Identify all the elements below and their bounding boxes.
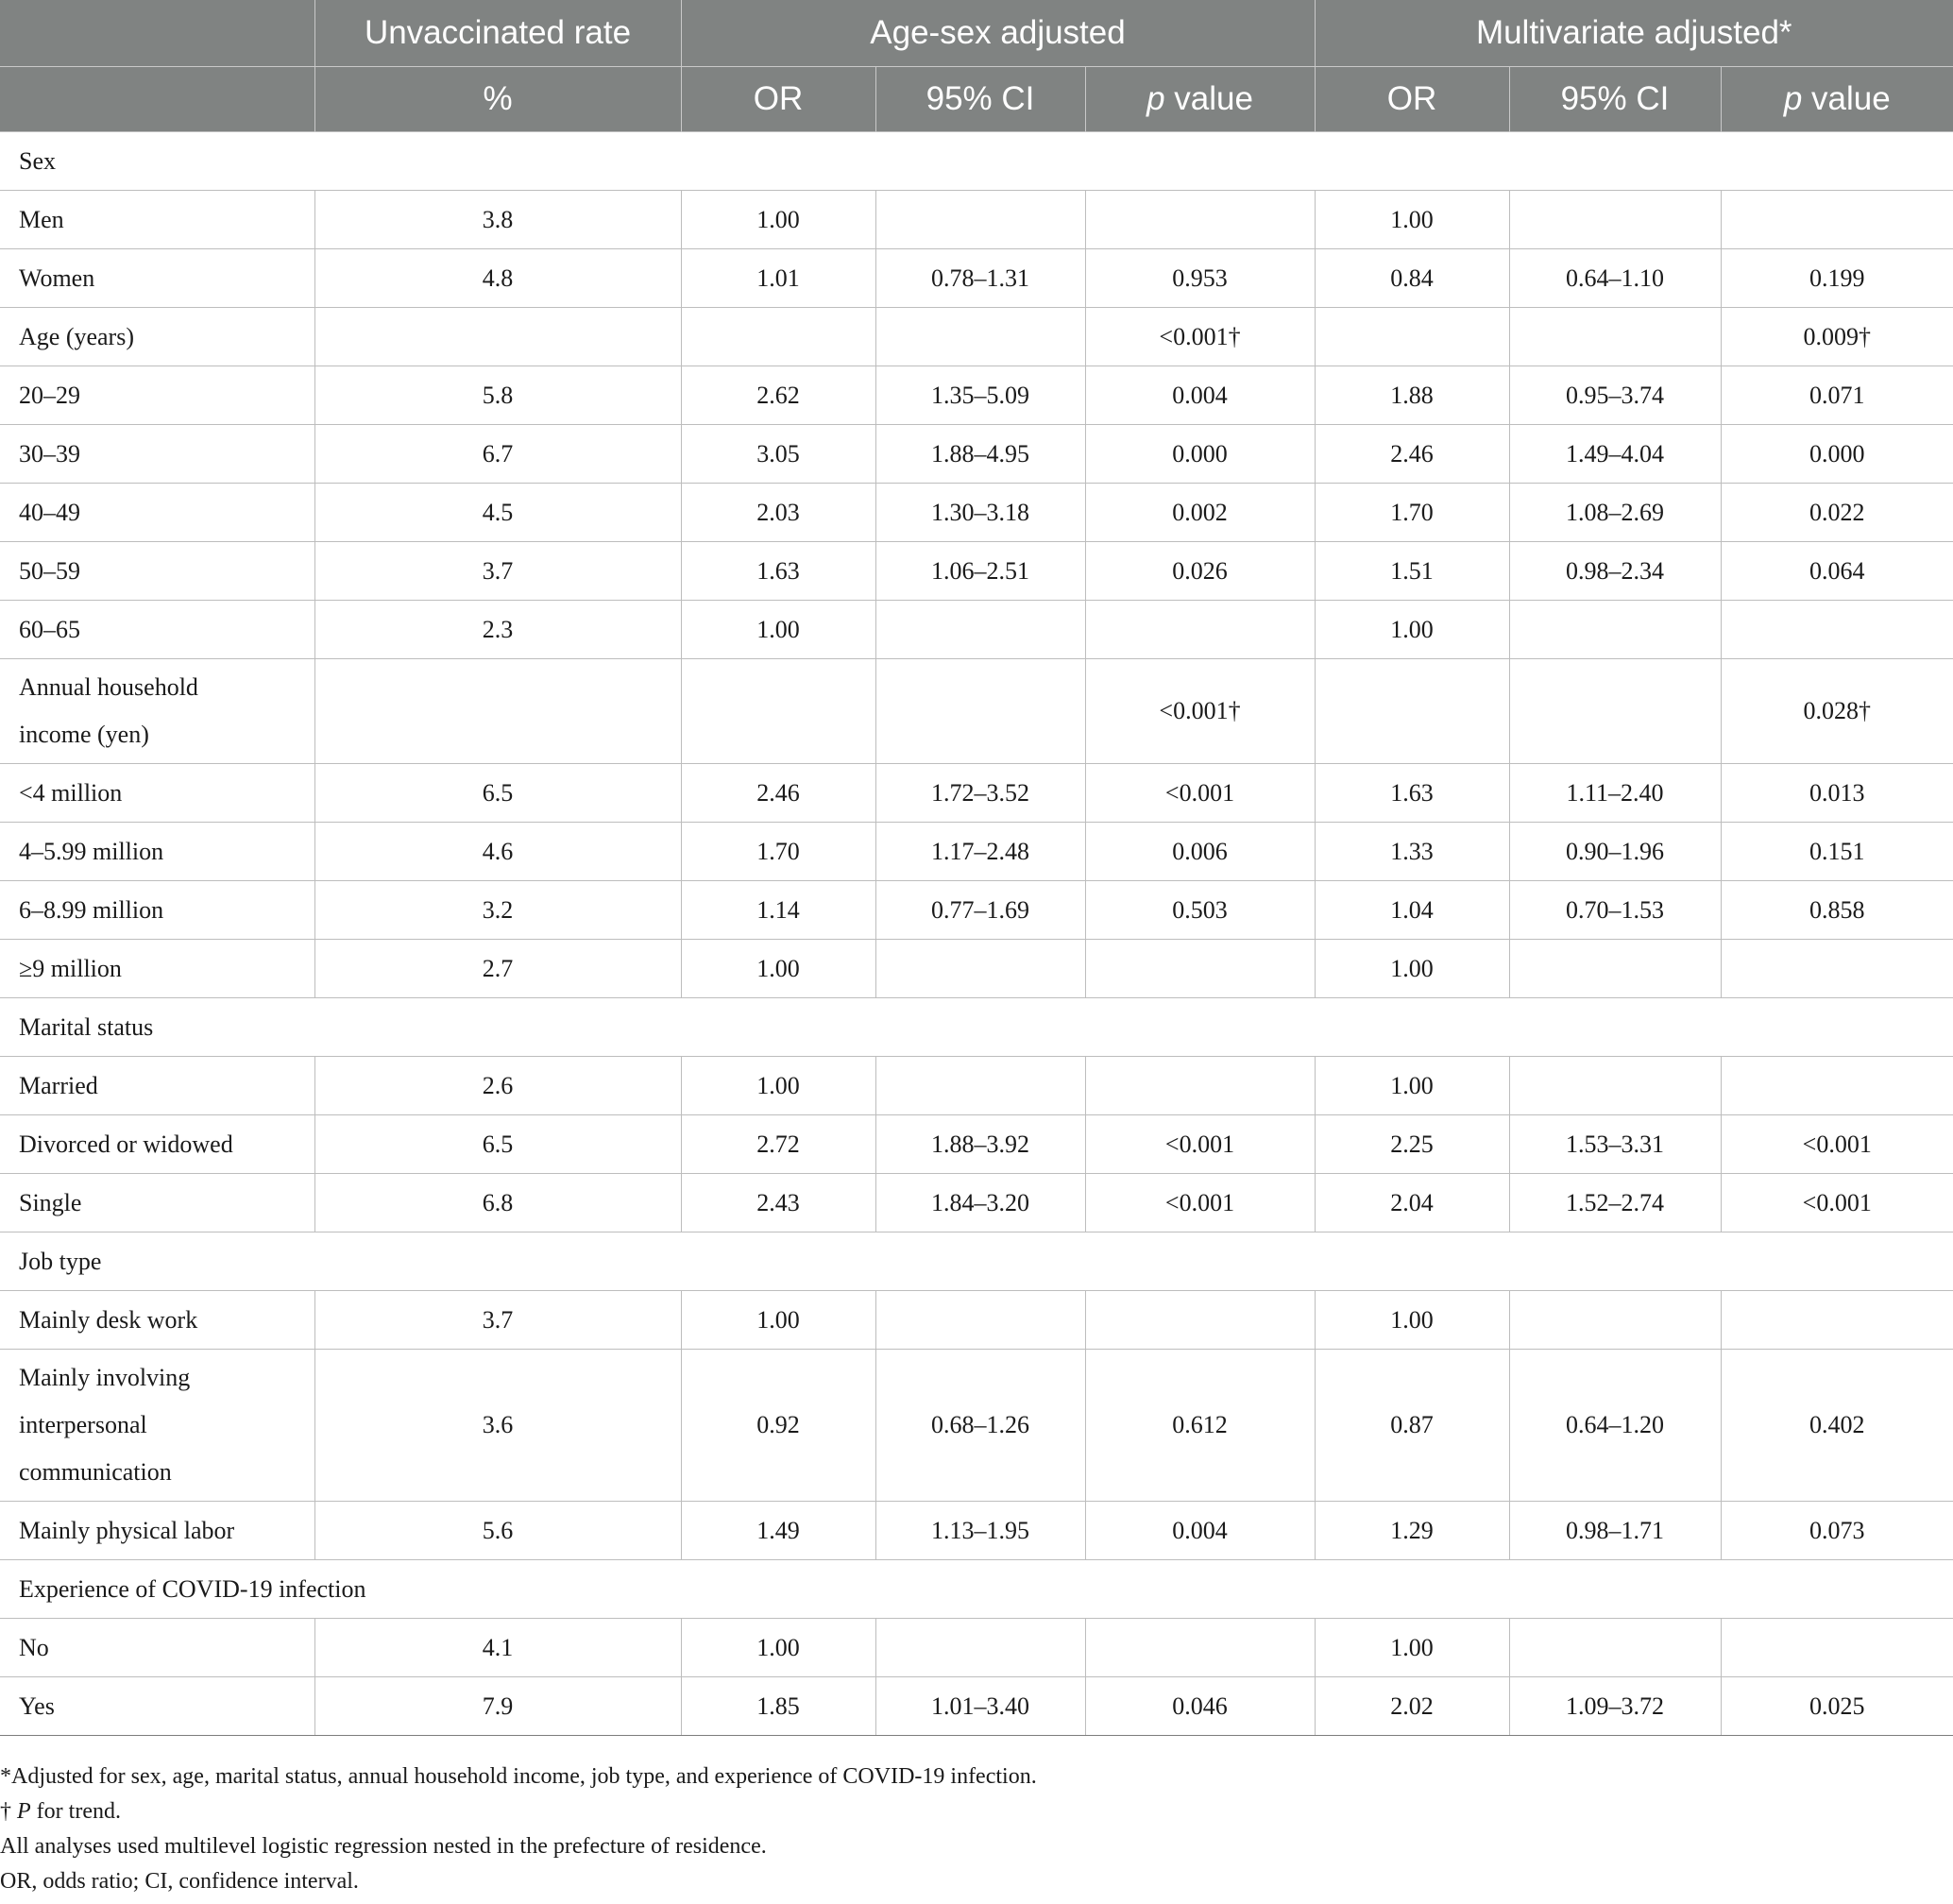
section-title: Job type	[0, 1232, 1953, 1291]
cell-ci-agesex: 1.72–3.52	[875, 764, 1085, 823]
table-row	[0, 823, 1953, 881]
table-row	[0, 1291, 1953, 1350]
cell-or-multivariate: 2.25	[1315, 1115, 1509, 1174]
cell-or-agesex: 0.92	[681, 1350, 875, 1502]
cell-p-multivariate	[1721, 601, 1953, 659]
cell-rate: 5.8	[314, 366, 681, 425]
cell-p-agesex: 0.503	[1085, 881, 1315, 940]
table-row	[0, 1677, 1953, 1736]
cell-p-multivariate: 0.000	[1721, 425, 1953, 484]
cell-or-multivariate: 1.70	[1315, 484, 1509, 542]
table-header	[0, 0, 1953, 132]
cell-p-agesex: 0.612	[1085, 1350, 1315, 1502]
row-label: 60–65	[0, 601, 314, 659]
cell-or-multivariate: 0.84	[1315, 249, 1509, 308]
table-row	[0, 249, 1953, 308]
cell-ci-multivariate: 0.70–1.53	[1509, 881, 1721, 940]
cell-ci-agesex	[875, 1619, 1085, 1677]
cell-ci-agesex: 1.35–5.09	[875, 366, 1085, 425]
cell-ci-multivariate	[1509, 191, 1721, 249]
table-body	[0, 132, 1953, 1736]
cell-rate: 2.3	[314, 601, 681, 659]
cell-or-multivariate: 1.51	[1315, 542, 1509, 601]
header-p-agesex	[1085, 67, 1315, 132]
cell-p-agesex: 0.006	[1085, 823, 1315, 881]
cell-ci-agesex	[875, 1291, 1085, 1350]
header-row-subcolumns	[0, 67, 1953, 132]
section-row-covid	[0, 1560, 1953, 1619]
cell-p-trend-agesex: <0.001†	[1085, 659, 1315, 764]
cell-p-agesex: 0.953	[1085, 249, 1315, 308]
cell-ci-multivariate: 0.64–1.10	[1509, 249, 1721, 308]
row-label: ≥9 million	[0, 940, 314, 998]
cell-rate: 3.7	[314, 1291, 681, 1350]
cell-ci-multivariate: 0.98–1.71	[1509, 1502, 1721, 1560]
cell-ci-agesex	[875, 191, 1085, 249]
cell-ci-agesex: 1.06–2.51	[875, 542, 1085, 601]
row-label: Men	[0, 191, 314, 249]
cell-ci-multivariate: 0.90–1.96	[1509, 823, 1721, 881]
cell-ci-multivariate	[1509, 1291, 1721, 1350]
cell-empty	[875, 659, 1085, 764]
cell-or-multivariate: 1.00	[1315, 1291, 1509, 1350]
cell-p-agesex	[1085, 1291, 1315, 1350]
section-row-marital	[0, 998, 1953, 1057]
cell-p-agesex	[1085, 940, 1315, 998]
footnote-method: All analyses used multilevel logistic regression nested in the prefecture of residence.	[0, 1834, 767, 1859]
row-label	[0, 1350, 314, 1502]
header-blank-sub	[0, 67, 314, 132]
row-label: 4–5.99 million	[0, 823, 314, 881]
cell-or-multivariate: 1.00	[1315, 1619, 1509, 1677]
cell-p-multivariate: 0.071	[1721, 366, 1953, 425]
cell-rate: 2.7	[314, 940, 681, 998]
header-ci-multivariate: 95% CI	[1509, 67, 1721, 132]
cell-rate: 3.6	[314, 1350, 681, 1502]
row-label: Divorced or widowed	[0, 1115, 314, 1174]
section-title: Age (years)	[0, 308, 314, 366]
cell-p-multivariate	[1721, 1291, 1953, 1350]
cell-or-agesex: 3.05	[681, 425, 875, 484]
cell-ci-agesex: 1.30–3.18	[875, 484, 1085, 542]
header-or-multivariate: OR	[1315, 67, 1509, 132]
cell-ci-agesex: 1.88–3.92	[875, 1115, 1085, 1174]
cell-empty	[314, 659, 681, 764]
cell-ci-agesex	[875, 940, 1085, 998]
cell-or-agesex: 1.63	[681, 542, 875, 601]
cell-empty	[1509, 659, 1721, 764]
p-rest: value	[1164, 80, 1253, 117]
section-row-job	[0, 1232, 1953, 1291]
cell-or-multivariate: 1.33	[1315, 823, 1509, 881]
cell-ci-agesex	[875, 601, 1085, 659]
cell-p-multivariate: <0.001	[1721, 1174, 1953, 1232]
row-label-line: Mainly involving	[19, 1364, 191, 1391]
cell-ci-agesex: 0.68–1.26	[875, 1350, 1085, 1502]
cell-empty	[875, 308, 1085, 366]
cell-ci-multivariate	[1509, 1057, 1721, 1115]
p-rest: value	[1802, 80, 1891, 117]
cell-or-multivariate: 1.88	[1315, 366, 1509, 425]
section-title: Experience of COVID-19 infection	[0, 1560, 1953, 1619]
cell-or-agesex: 1.85	[681, 1677, 875, 1736]
cell-or-agesex: 2.43	[681, 1174, 875, 1232]
cell-p-agesex	[1085, 191, 1315, 249]
cell-p-agesex	[1085, 1619, 1315, 1677]
cell-ci-agesex: 1.01–3.40	[875, 1677, 1085, 1736]
row-label-line: communication	[19, 1458, 172, 1486]
cell-rate: 6.5	[314, 764, 681, 823]
cell-empty	[314, 308, 681, 366]
row-label-line: interpersonal	[19, 1411, 147, 1438]
row-label: Single	[0, 1174, 314, 1232]
table-row	[0, 366, 1953, 425]
header-row-groups	[0, 0, 1953, 67]
cell-or-agesex: 2.62	[681, 366, 875, 425]
cell-empty	[1509, 308, 1721, 366]
cell-p-multivariate: <0.001	[1721, 1115, 1953, 1174]
section-row-sex	[0, 132, 1953, 191]
header-multivariate-adjusted: Multivariate adjusted*	[1315, 0, 1953, 67]
row-label: No	[0, 1619, 314, 1677]
cell-ci-multivariate: 1.08–2.69	[1509, 484, 1721, 542]
cell-p-trend-multivariate: 0.009†	[1721, 308, 1953, 366]
cell-p-trend-multivariate: 0.028†	[1721, 659, 1953, 764]
cell-ci-multivariate: 1.11–2.40	[1509, 764, 1721, 823]
row-label: Mainly physical labor	[0, 1502, 314, 1560]
section-title	[0, 659, 314, 764]
cell-p-agesex: <0.001	[1085, 1174, 1315, 1232]
row-label: Mainly desk work	[0, 1291, 314, 1350]
row-label: Women	[0, 249, 314, 308]
cell-p-multivariate: 0.402	[1721, 1350, 1953, 1502]
header-percent: %	[314, 67, 681, 132]
cell-empty	[681, 659, 875, 764]
table-row	[0, 764, 1953, 823]
header-age-sex-adjusted: Age-sex adjusted	[681, 0, 1315, 67]
table-row	[0, 1619, 1953, 1677]
cell-p-multivariate: 0.858	[1721, 881, 1953, 940]
cell-rate: 3.7	[314, 542, 681, 601]
section-title: Sex	[0, 132, 1953, 191]
cell-ci-multivariate: 1.53–3.31	[1509, 1115, 1721, 1174]
row-label: Yes	[0, 1677, 314, 1736]
cell-p-agesex: 0.004	[1085, 366, 1315, 425]
cell-rate: 4.6	[314, 823, 681, 881]
cell-rate: 3.2	[314, 881, 681, 940]
header-unvaccinated-rate: Unvaccinated rate	[314, 0, 681, 67]
cell-or-agesex: 2.72	[681, 1115, 875, 1174]
cell-p-multivariate: 0.013	[1721, 764, 1953, 823]
cell-or-multivariate: 1.00	[1315, 191, 1509, 249]
cell-or-agesex: 1.14	[681, 881, 875, 940]
section-row-age	[0, 308, 1953, 366]
cell-p-multivariate: 0.199	[1721, 249, 1953, 308]
cell-or-agesex: 1.00	[681, 940, 875, 998]
cell-ci-multivariate: 0.64–1.20	[1509, 1350, 1721, 1502]
cell-p-agesex: 0.000	[1085, 425, 1315, 484]
section-title: Marital status	[0, 998, 1953, 1057]
cell-ci-multivariate	[1509, 940, 1721, 998]
cell-or-multivariate: 2.46	[1315, 425, 1509, 484]
cell-rate: 2.6	[314, 1057, 681, 1115]
cell-rate: 4.5	[314, 484, 681, 542]
cell-p-agesex	[1085, 601, 1315, 659]
cell-rate: 6.7	[314, 425, 681, 484]
cell-or-multivariate: 1.00	[1315, 601, 1509, 659]
cell-or-agesex: 1.00	[681, 191, 875, 249]
cell-p-multivariate: 0.151	[1721, 823, 1953, 881]
cell-p-agesex: 0.026	[1085, 542, 1315, 601]
cell-p-multivariate: 0.064	[1721, 542, 1953, 601]
cell-or-multivariate: 1.04	[1315, 881, 1509, 940]
cell-or-multivariate: 1.29	[1315, 1502, 1509, 1560]
footnote-adjusted: *Adjusted for sex, age, marital status, annual household income, job type, and experience of COVID-19 infection.	[0, 1764, 1037, 1789]
cell-ci-agesex: 0.78–1.31	[875, 249, 1085, 308]
cell-rate: 4.8	[314, 249, 681, 308]
cell-or-multivariate: 0.87	[1315, 1350, 1509, 1502]
cell-ci-agesex: 1.13–1.95	[875, 1502, 1085, 1560]
table-row	[0, 425, 1953, 484]
table-row	[0, 542, 1953, 601]
cell-ci-multivariate: 0.95–3.74	[1509, 366, 1721, 425]
cell-rate: 6.8	[314, 1174, 681, 1232]
cell-empty	[681, 308, 875, 366]
cell-p-agesex: 0.046	[1085, 1677, 1315, 1736]
footnote-trend	[0, 1794, 1037, 1829]
cell-empty	[1315, 659, 1509, 764]
cell-p-multivariate	[1721, 191, 1953, 249]
cell-or-multivariate: 2.04	[1315, 1174, 1509, 1232]
cell-or-multivariate: 2.02	[1315, 1677, 1509, 1736]
cell-ci-agesex: 1.17–2.48	[875, 823, 1085, 881]
p-italic: P	[17, 1799, 31, 1824]
cell-or-multivariate: 1.00	[1315, 940, 1509, 998]
cell-p-multivariate: 0.022	[1721, 484, 1953, 542]
cell-ci-agesex: 0.77–1.69	[875, 881, 1085, 940]
cell-p-agesex: 0.004	[1085, 1502, 1315, 1560]
cell-rate: 7.9	[314, 1677, 681, 1736]
cell-p-agesex	[1085, 1057, 1315, 1115]
row-label: 30–39	[0, 425, 314, 484]
cell-ci-multivariate	[1509, 1619, 1721, 1677]
cell-or-agesex: 1.00	[681, 1619, 875, 1677]
cell-p-multivariate	[1721, 1619, 1953, 1677]
cell-or-agesex: 2.46	[681, 764, 875, 823]
cell-p-agesex: 0.002	[1085, 484, 1315, 542]
cell-p-agesex: <0.001	[1085, 1115, 1315, 1174]
cell-p-multivariate: 0.025	[1721, 1677, 1953, 1736]
row-label: Married	[0, 1057, 314, 1115]
table-row	[0, 1174, 1953, 1232]
table-row	[0, 191, 1953, 249]
cell-or-multivariate: 1.63	[1315, 764, 1509, 823]
cell-p-multivariate: 0.073	[1721, 1502, 1953, 1560]
header-blank	[0, 0, 314, 67]
row-label: 6–8.99 million	[0, 881, 314, 940]
cell-ci-agesex	[875, 1057, 1085, 1115]
footnote-abbreviations: OR, odds ratio; CI, confidence interval.	[0, 1869, 359, 1894]
row-label: 40–49	[0, 484, 314, 542]
cell-or-agesex: 1.00	[681, 1057, 875, 1115]
table-row	[0, 601, 1953, 659]
cell-or-agesex: 1.01	[681, 249, 875, 308]
cell-p-agesex: <0.001	[1085, 764, 1315, 823]
section-row-income	[0, 659, 1953, 764]
cell-p-trend-agesex: <0.001†	[1085, 308, 1315, 366]
cell-ci-multivariate: 0.98–2.34	[1509, 542, 1721, 601]
header-ci-agesex: 95% CI	[875, 67, 1085, 132]
table-row	[0, 881, 1953, 940]
cell-p-multivariate	[1721, 940, 1953, 998]
cell-ci-multivariate	[1509, 601, 1721, 659]
cell-rate: 5.6	[314, 1502, 681, 1560]
table-row	[0, 1350, 1953, 1502]
row-label: 50–59	[0, 542, 314, 601]
table-footnotes	[0, 1760, 1037, 1899]
table-row	[0, 1115, 1953, 1174]
cell-ci-agesex: 1.88–4.95	[875, 425, 1085, 484]
cell-or-multivariate: 1.00	[1315, 1057, 1509, 1115]
cell-or-agesex: 1.00	[681, 601, 875, 659]
cell-rate: 4.1	[314, 1619, 681, 1677]
header-or-agesex: OR	[681, 67, 875, 132]
row-label: <4 million	[0, 764, 314, 823]
cell-ci-multivariate: 1.49–4.04	[1509, 425, 1721, 484]
cell-ci-multivariate: 1.09–3.72	[1509, 1677, 1721, 1736]
p-italic: p	[1146, 80, 1165, 117]
section-title-line: income (yen)	[19, 721, 149, 748]
p-italic: p	[1783, 80, 1803, 117]
table-row	[0, 1502, 1953, 1560]
dagger-symbol: †	[0, 1799, 17, 1824]
table-row	[0, 484, 1953, 542]
cell-or-agesex: 1.49	[681, 1502, 875, 1560]
cell-or-agesex: 1.70	[681, 823, 875, 881]
footnote-trend-text: for trend.	[30, 1799, 121, 1824]
cell-or-agesex: 2.03	[681, 484, 875, 542]
cell-or-agesex: 1.00	[681, 1291, 875, 1350]
table-row	[0, 940, 1953, 998]
cell-ci-agesex: 1.84–3.20	[875, 1174, 1085, 1232]
row-label: 20–29	[0, 366, 314, 425]
cell-empty	[1315, 308, 1509, 366]
cell-rate: 6.5	[314, 1115, 681, 1174]
section-title-line: Annual household	[19, 673, 198, 701]
header-p-multivariate	[1721, 67, 1953, 132]
table-row	[0, 1057, 1953, 1115]
cell-ci-multivariate: 1.52–2.74	[1509, 1174, 1721, 1232]
cell-p-multivariate	[1721, 1057, 1953, 1115]
cell-rate: 3.8	[314, 191, 681, 249]
